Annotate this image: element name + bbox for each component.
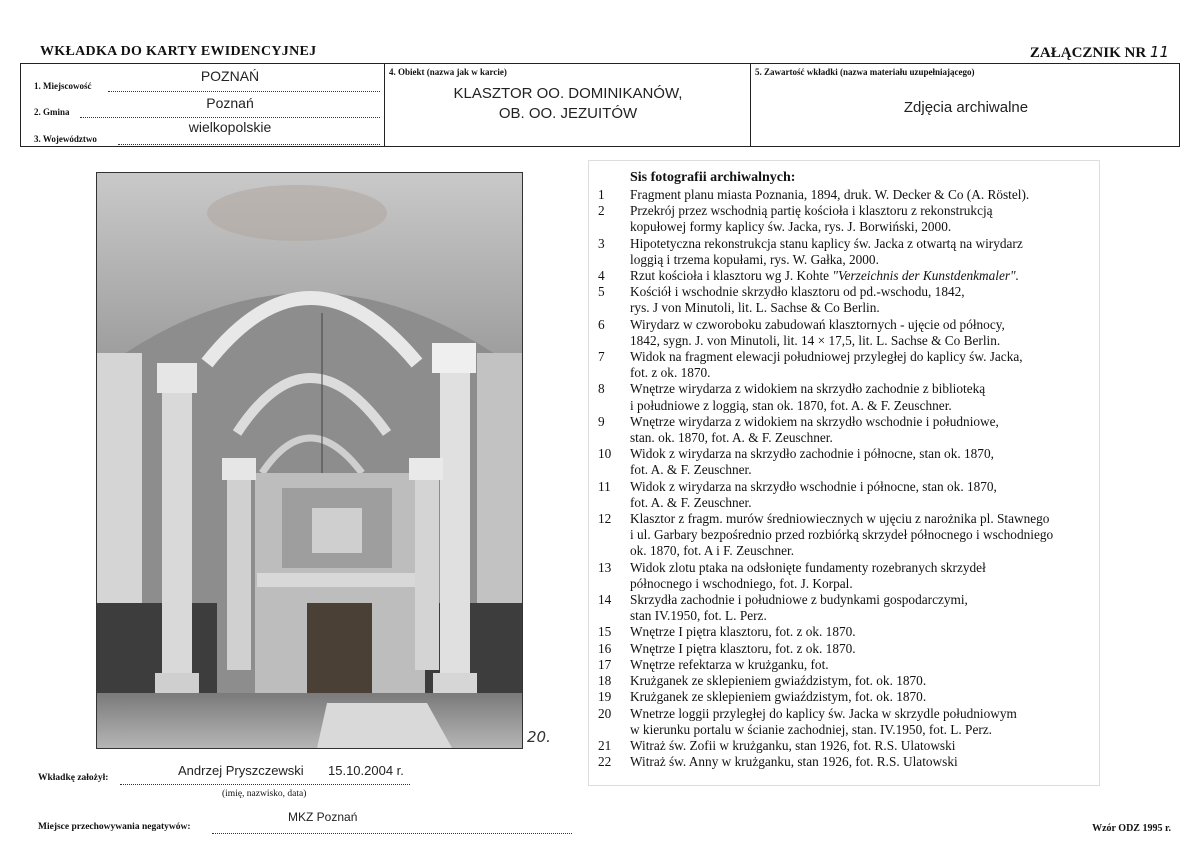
list-item [598,641,1098,657]
list-item-number: 7 [598,349,605,365]
list-item [598,349,1098,381]
list-item-line-text: i południowe z loggią, stan ok. 1870, fot. A. & F. Zeuschner. [630,397,952,413]
list-item-line [630,365,1098,381]
list-item-text [630,560,1098,592]
list-item-line-text: stan IV.1950, fot. L. Perz. [630,608,767,624]
list-item-line [630,641,1098,657]
list-item-text [630,349,1098,381]
list-item-number: 17 [598,656,612,672]
list-item-number: 5 [598,284,605,300]
list-item-line [630,333,1098,349]
list-item-line [630,317,1098,333]
list-item-line-text: fot. A. & F. Zeuschner. [630,494,752,510]
list-item-line [630,608,1098,624]
list-item-text [630,754,1098,770]
list-item-number: 22 [598,754,612,770]
list-item-line-text: i ul. Garbary bezpośrednio przed rozbiórką skrzydeł północnego i wschodniego [630,527,1054,543]
list-item-number: 6 [598,316,605,332]
list-item-line-text: Wnętrze wirydarza z widokiem na skrzydło zachodnie z biblioteką [630,381,986,397]
list-item-number: 3 [598,235,605,251]
list-item-line-text: Widok z wirydarza na skrzydło zachodnie i północne, stan ok. 1870, [630,446,994,462]
list-item-line-text: Wnętrze I piętra klasztoru, fot. z ok. 1870. [630,624,856,640]
list-item-line [630,252,1098,268]
wojewodztwo-value: wielkopolskie [188,119,272,135]
list-item-number: 4 [598,268,605,284]
list-item-text [630,511,1098,560]
list-item-line [630,495,1098,511]
list-item-text [630,738,1098,754]
list-item-line [630,673,1098,689]
list-item-line [630,657,1098,673]
list-item [598,414,1098,446]
list-item-line-text: Krużganek ze sklepieniem gwiaździstym, fot. ok. 1870. [630,673,927,689]
list-item [598,268,1098,284]
list-item-line [630,738,1098,754]
list-item [598,689,1098,705]
list-item-line [630,754,1098,770]
obiekt-line-2: OB. OO. JEZUITÓW [498,105,638,122]
photo-list-title: Sis fotografii archiwalnych: [630,170,796,185]
list-item-line-text: Widok zlotu ptaka na odsłonięte fundamenty rozebranych skrzydeł [630,559,986,575]
list-item [598,317,1098,349]
list-item-number: 1 [598,187,605,202]
list-item-line [630,576,1098,592]
list-item [598,624,1098,640]
document-title: WKŁADKA DO KARTY EWIDENCYJNEJ [40,44,317,59]
zawartosc-label: 5. Zawartość wkładki (nazwa materiału uzupełniającego) [755,67,975,77]
list-item-number: 21 [598,737,612,753]
list-item [598,511,1098,560]
list-item-text [630,317,1098,349]
list-item-text [630,624,1098,640]
list-item [598,479,1098,511]
list-item [598,706,1098,738]
list-item-line-text: rys. J von Minutoli, lit. L. Sachse & Co Berlin. [630,300,880,316]
miejscowosc-value: POZNAŃ [200,68,260,84]
list-item-number: 16 [598,640,612,656]
list-item-number: 9 [598,413,605,429]
list-item [598,236,1098,268]
negatywy-line [212,833,572,834]
list-item-italic-title: "Verzeichnis der Kunstdenkmaler". [832,268,1019,284]
gmina-line [80,117,380,118]
list-item-line [630,592,1098,608]
list-item [598,187,1098,203]
list-item-line-text: ok. 1870, fot. A i F. Zeuschner. [630,543,795,559]
list-item [598,560,1098,592]
list-item-line [630,187,1098,203]
list-item-line-text: fot. A. & F. Zeuschner. [630,462,752,478]
list-item-number: 15 [598,624,612,640]
list-item-text [630,414,1098,446]
photo-number: 20. [527,728,551,746]
list-item-text [630,592,1098,624]
list-item-line-text: Wnętrze refektarza w krużganku, fot. [630,656,829,672]
list-item-line [630,462,1098,478]
list-item-number: 12 [598,511,612,527]
zalozyl-line [120,784,410,785]
list-item-line [630,527,1098,543]
obiekt-label: 4. Obiekt (nazwa jak w karcie) [389,67,507,77]
list-item-number: 14 [598,592,612,608]
form-divider [384,63,385,147]
list-item-line [630,284,1098,300]
list-item-line-text: Widok z wirydarza na skrzydło wschodnie i północne, stan ok. 1870, [630,478,997,494]
list-item-line-text: Skrzydła zachodnie i południowe z budynkami gospodarczymi, [630,592,968,608]
obiekt-line-1: KLASZTOR OO. DOMINIKANÓW, [453,85,683,102]
list-item-line-text: Wnętrze wirydarza z widokiem na skrzydło wschodnie i południowe, [630,413,999,429]
list-item-line-text: w kierunku portalu w ścianie zachodniej, stan. IV.1950, fot. L. Perz. [630,721,993,737]
list-item-line-text: loggią i trzema kopułami, rys. W. Gałka, 2000. [630,251,879,267]
list-item-line [630,511,1098,527]
zalozyl-date: 15.10.2004 r. [328,763,404,778]
list-item [598,446,1098,478]
list-item-number: 18 [598,673,612,689]
list-item-text [630,268,1098,284]
list-item-text [630,673,1098,689]
list-item-text [630,187,1098,203]
zalozyl-name: Andrzej Pryszczewski [178,763,304,778]
list-item-line-text: Wirydarz w czworoboku zabudowań klasztornych - ujęcie od północy, [630,316,1005,332]
miejscowosc-line [108,91,380,92]
zawartosc-value: Zdjęcia archiwalne [903,99,1029,116]
miejscowosc-label: 1. Miejscowość [34,81,92,91]
list-item-text [630,236,1098,268]
negatywy-label: Miejsce przechowywania negatywów: [38,822,191,832]
list-item-line [630,268,1098,284]
list-item-line [630,722,1098,738]
list-item-line-text: Kościół i wschodnie skrzydło klasztoru od pd.-wschodu, 1842, [630,284,965,300]
list-item-line-text: Witraż św. Anny w krużganku, stan 1926, fot. R.S. Ulatowski [630,754,958,770]
list-item-line-text: Fragment planu miasta Poznania, 1894, druk. W. Decker & Co (A. Röstel). [630,187,1030,202]
list-item-number: 19 [598,689,612,705]
list-item-line-text: Wnetrze loggii przyległej do kaplicy św. Jacka w skrzydle południowym [630,705,1017,721]
list-item-line-text: Hipotetyczna rekonstrukcja stanu kaplicy św. Jacka z otwartą na wirydarz [630,235,1023,251]
list-item-line-text: fot. z ok. 1870. [630,365,711,381]
zalozyl-sublabel: (imię, nazwisko, data) [222,789,307,799]
list-item-line [630,398,1098,414]
list-item-line [630,381,1098,397]
list-item-number: 10 [598,446,612,462]
list-item-line [630,560,1098,576]
list-item [598,203,1098,235]
list-item-text [630,689,1098,705]
list-item-line-text: kopułowej formy kaplicy św. Jacka, rys. J. Borwiński, 2000. [630,219,952,235]
list-item-line-text: Wnętrze I piętra klasztoru, fot. z ok. 1870. [630,640,856,656]
list-item-line [630,706,1098,722]
list-item [598,284,1098,316]
list-item [598,754,1098,770]
list-item-text [630,203,1098,235]
list-item-number: 2 [598,203,605,219]
list-item-line-text: 1842, sygn. J. von Minutoli, lit. 14 × 17,5, lit. L. Sachse & Co Berlin. [630,332,1001,348]
church-interior-drawing [97,173,522,748]
list-item-text [630,706,1098,738]
list-item-text [630,284,1098,316]
list-item-number: 13 [598,559,612,575]
list-item-line [630,430,1098,446]
list-item [598,657,1098,673]
list-item-number: 20 [598,705,612,721]
list-item-line-text: Witraż św. Zofii w krużganku, stan 1926, fot. R.S. Ulatowski [630,737,956,753]
list-item-line-text: Przekrój przez wschodnią partię kościoła i klasztoru z rekonstrukcją [630,203,993,219]
attachment-number: 11 [1149,43,1169,61]
list-item-line [630,203,1098,219]
list-item-line [630,689,1098,705]
list-item [598,592,1098,624]
attachment-heading [1030,43,1169,62]
list-item-line-text: północnego i wschodniego, fot. J. Korpal. [630,575,853,591]
list-item-text [630,381,1098,413]
list-item-line [630,446,1098,462]
archival-photo-church-interior [96,172,523,749]
form-template-note: Wzór ODZ 1995 r. [1092,823,1171,834]
list-item-line [630,219,1098,235]
list-item-text [630,479,1098,511]
list-item [598,673,1098,689]
list-item-line [630,414,1098,430]
wojewodztwo-line [118,144,380,145]
list-item-line [630,300,1098,316]
list-item-line-text: Krużganek ze sklepieniem gwiaździstym, fot. ok. 1870. [630,689,927,705]
list-item-line [630,349,1098,365]
list-item-line-text: stan. ok. 1870, fot. A. & F. Zeuschner. [630,430,833,446]
form-divider [750,63,751,147]
negatywy-value: MKZ Poznań [288,810,358,824]
list-item [598,738,1098,754]
photo-list [598,187,1098,770]
list-item-text [630,641,1098,657]
zalozyl-label: Wkładkę założył: [38,773,109,783]
list-item-line [630,479,1098,495]
list-item-line-text: Widok na fragment elewacji południowej przyległej do kaplicy św. Jacka, [630,349,1023,365]
gmina-label: 2. Gmina [34,107,70,117]
list-item-number: 8 [598,381,605,397]
list-item-line [630,543,1098,559]
list-item-line-text: Klasztor z fragm. murów średniowiecznych w ujęciu z narożnika pl. Stawnego [630,511,1050,527]
obiekt-value [386,84,750,124]
wojewodztwo-label: 3. Województwo [34,134,97,144]
list-item-line [630,236,1098,252]
gmina-value: Poznań [206,95,254,111]
attachment-label: ZAŁĄCZNIK NR [1029,45,1147,61]
list-item-number: 11 [598,478,611,494]
list-item-line-text: Rzut kościoła i klasztoru wg J. Kohte [630,268,833,284]
list-item-line [630,624,1098,640]
list-item [598,381,1098,413]
list-item-text [630,657,1098,673]
list-item-text [630,446,1098,478]
